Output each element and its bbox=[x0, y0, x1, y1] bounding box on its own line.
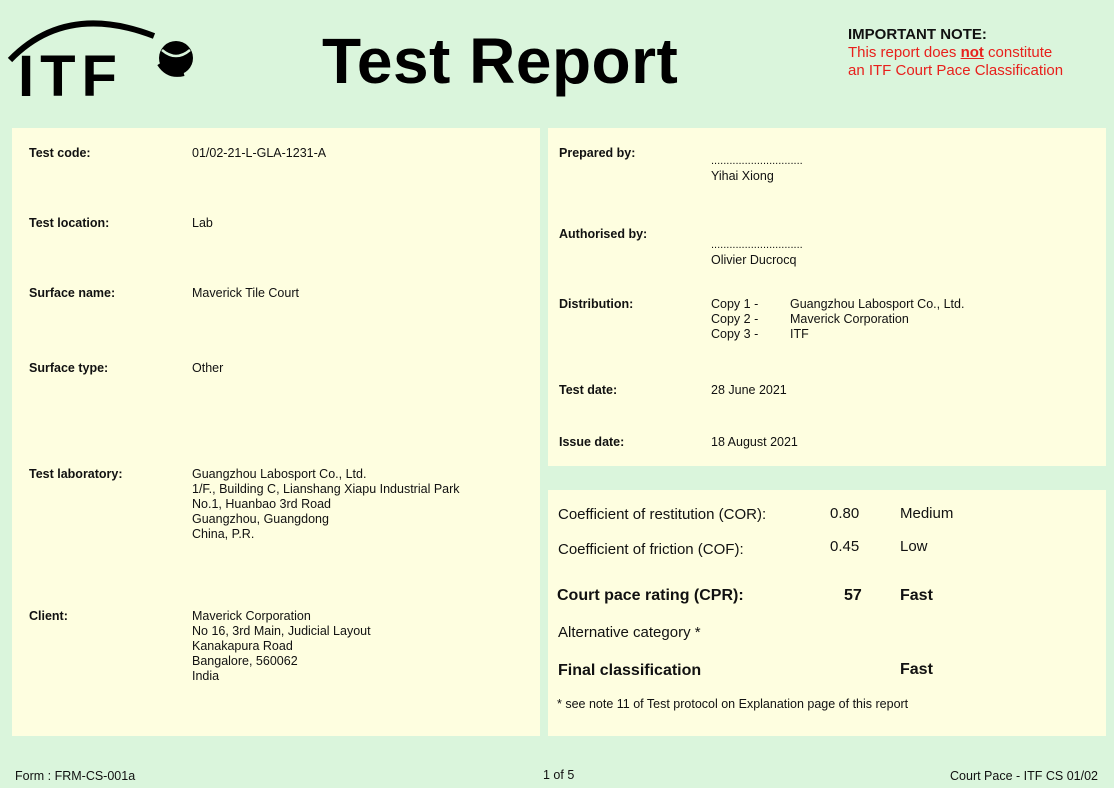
address-line: Kanakapura Road bbox=[192, 639, 293, 653]
test-laboratory-address bbox=[192, 467, 460, 542]
alternative-category-label: Alternative category * bbox=[558, 624, 701, 641]
test-location-label: Test location: bbox=[29, 216, 110, 230]
document-reference: Court Pace - ITF CS 01/02 bbox=[950, 769, 1098, 783]
distribution-copy: Copy 1 - bbox=[711, 297, 759, 311]
final-classification-value: Fast bbox=[900, 661, 933, 678]
distribution-recipient: Guangzhou Labosport Co., Ltd. bbox=[790, 297, 965, 311]
results-panel bbox=[548, 490, 1106, 736]
address-line: 1/F., Building C, Lianshang Xiapu Industrial Park bbox=[192, 482, 460, 496]
client-address bbox=[192, 609, 371, 684]
test-date-value: 28 June 2021 bbox=[711, 383, 787, 397]
page-number: 1 of 5 bbox=[543, 768, 575, 782]
note-heading: IMPORTANT NOTE: bbox=[848, 26, 987, 43]
surface-type-label: Surface type: bbox=[29, 361, 109, 375]
cor-label: Coefficient of restitution (COR): bbox=[558, 506, 767, 523]
report-signoff-panel bbox=[548, 128, 1106, 466]
surface-type-value: Other bbox=[192, 361, 224, 375]
prepared-by-name: Yihai Xiong bbox=[711, 169, 774, 183]
cof-class: Low bbox=[900, 538, 928, 555]
page-title: Test Report bbox=[322, 25, 679, 97]
svg-text:ITF: ITF bbox=[18, 44, 123, 104]
address-line: Bangalore, 560062 bbox=[192, 654, 298, 668]
address-line: Guangzhou, Guangdong bbox=[192, 512, 329, 526]
test-details-panel bbox=[12, 128, 540, 736]
cpr-value: 57 bbox=[844, 587, 862, 604]
authorised-by-name: Olivier Ducrocq bbox=[711, 253, 797, 267]
test-date-label: Test date: bbox=[559, 383, 618, 397]
distribution-recipient: ITF bbox=[790, 327, 809, 341]
distribution-copy: Copy 3 - bbox=[711, 327, 759, 341]
cof-label: Coefficient of friction (COF): bbox=[558, 541, 744, 558]
surface-name-label: Surface name: bbox=[29, 286, 116, 300]
test-location-value: Lab bbox=[192, 216, 213, 230]
cof-value: 0.45 bbox=[830, 538, 860, 555]
address-line: No.1, Huanbao 3rd Road bbox=[192, 497, 331, 511]
distribution-recipient: Maverick Corporation bbox=[790, 312, 909, 326]
signature-line: .............................. bbox=[711, 155, 803, 167]
address-line: No 16, 3rd Main, Judicial Layout bbox=[192, 624, 371, 638]
distribution-label: Distribution: bbox=[559, 297, 634, 311]
test-laboratory-label: Test laboratory: bbox=[29, 467, 123, 481]
signature-line: .............................. bbox=[711, 239, 803, 251]
cpr-class: Fast bbox=[900, 587, 933, 604]
test-code-label: Test code: bbox=[29, 146, 91, 160]
important-note bbox=[848, 26, 1063, 80]
client-label: Client: bbox=[29, 609, 68, 623]
issue-date-label: Issue date: bbox=[559, 435, 625, 449]
address-line: Guangzhou Labosport Co., Ltd. bbox=[192, 467, 367, 481]
cor-class: Medium bbox=[900, 505, 954, 522]
distribution-copy: Copy 2 - bbox=[711, 312, 759, 326]
itf-logo bbox=[6, 8, 196, 104]
authorised-by-label: Authorised by: bbox=[559, 227, 648, 241]
footnote: * see note 11 of Test protocol on Explanation page of this report bbox=[557, 697, 909, 711]
note-line-2: an ITF Court Pace Classification bbox=[848, 62, 1064, 79]
form-code: Form : FRM-CS-001a bbox=[15, 769, 136, 783]
surface-name-value: Maverick Tile Court bbox=[192, 286, 299, 300]
address-line: China, P.R. bbox=[192, 527, 255, 541]
cor-value: 0.80 bbox=[830, 505, 860, 522]
address-line: India bbox=[192, 669, 220, 683]
cpr-label: Court pace rating (CPR): bbox=[557, 587, 744, 604]
issue-date-value: 18 August 2021 bbox=[711, 435, 798, 449]
test-code-value: 01/02-21-L-GLA-1231-A bbox=[192, 146, 327, 160]
address-line: Maverick Corporation bbox=[192, 609, 311, 623]
prepared-by-label: Prepared by: bbox=[559, 146, 636, 160]
final-classification-label: Final classification bbox=[558, 662, 702, 679]
note-line-1: This report does not constitute bbox=[848, 44, 1053, 61]
